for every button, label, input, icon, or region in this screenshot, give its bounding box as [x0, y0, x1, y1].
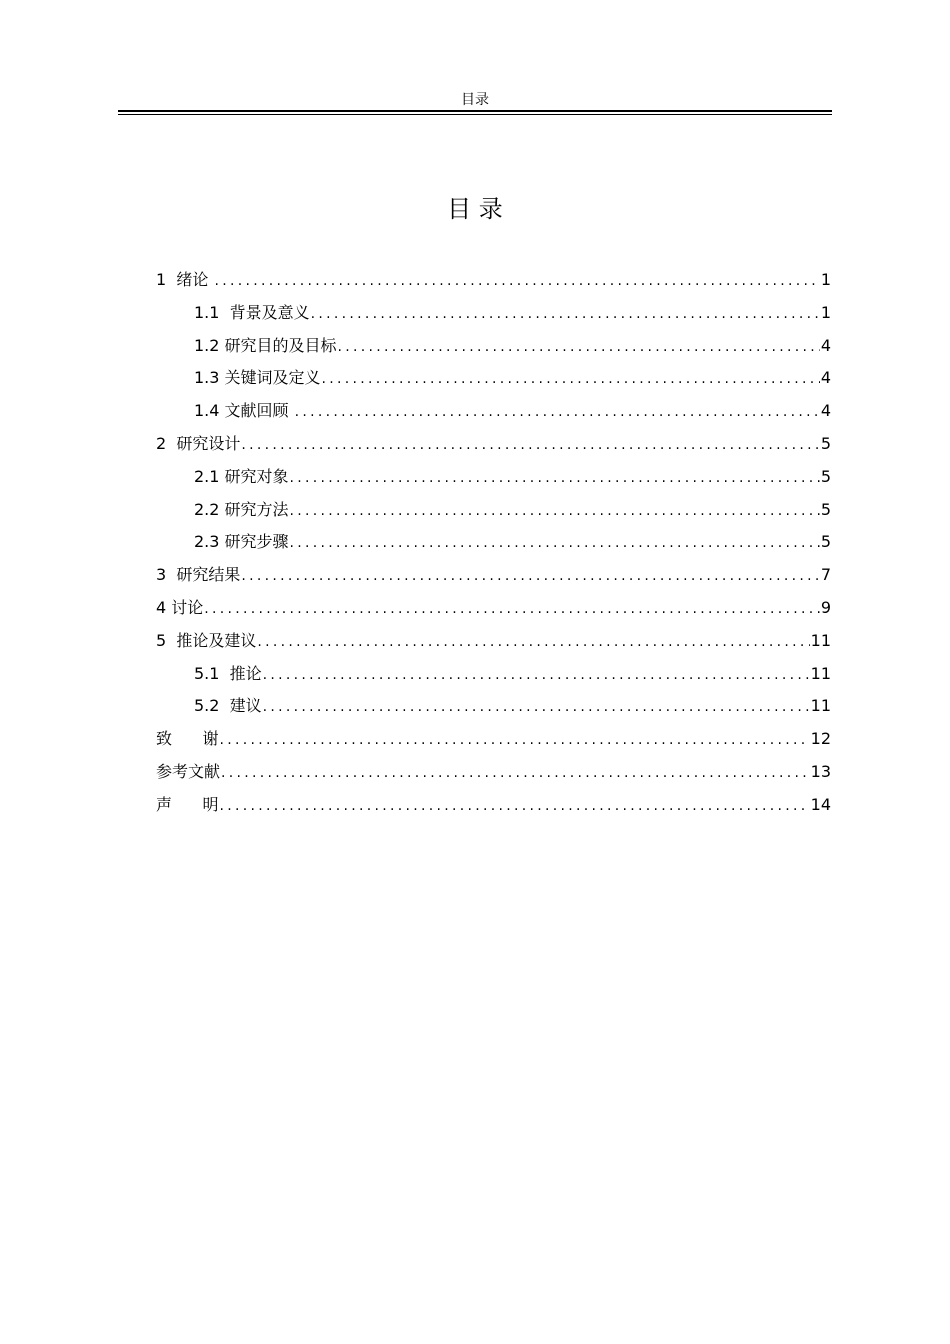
toc-entry[interactable] — [156, 559, 831, 592]
toc-entry[interactable] — [156, 690, 831, 723]
toc-dot-leader — [290, 495, 820, 528]
toc-page-number: 12 — [810, 729, 831, 749]
toc-entry-label: 3 研究结果 — [156, 565, 241, 585]
header-rule-secondary — [118, 114, 832, 115]
toc-title: 目 录 — [447, 195, 503, 223]
toc-entry[interactable] — [156, 526, 831, 559]
toc-page-number: 4 — [820, 401, 831, 421]
toc-dot-leader — [204, 593, 820, 626]
toc-dot-leader — [220, 790, 810, 823]
toc-entry[interactable] — [156, 297, 831, 330]
toc-dot-leader — [214, 265, 819, 298]
toc-page-number: 1 — [820, 270, 831, 289]
toc-page-number: 11 — [810, 696, 831, 716]
table-of-contents — [156, 264, 831, 822]
running-header: 目录 — [461, 92, 489, 108]
toc-dot-leader — [311, 298, 820, 331]
toc-entry[interactable] — [156, 264, 831, 297]
toc-dot-leader — [241, 429, 819, 462]
toc-entry[interactable] — [156, 362, 831, 395]
toc-page-number: 4 — [820, 368, 831, 388]
toc-entry-label: 1.2 研究目的及目标 — [194, 335, 337, 355]
toc-entry-label: 4 讨论 — [156, 597, 204, 617]
toc-entry[interactable] — [156, 395, 831, 428]
toc-entry-label: 参考文献 — [156, 761, 221, 781]
toc-page-number: 1 — [820, 302, 831, 322]
toc-entry[interactable] — [156, 723, 831, 756]
toc-entry-label: 1 绪论 — [156, 270, 214, 289]
toc-page-number: 11 — [810, 630, 831, 650]
toc-entry-label: 1.1 背景及意义 — [194, 302, 310, 322]
toc-entry[interactable] — [156, 494, 831, 527]
toc-entry[interactable] — [156, 330, 831, 363]
toc-entry[interactable] — [156, 756, 831, 789]
toc-dot-leader — [263, 691, 810, 724]
toc-entry[interactable] — [156, 789, 831, 822]
toc-entry-label: 5 推论及建议 — [156, 630, 257, 650]
toc-page-number: 5 — [820, 499, 831, 519]
toc-page-number: 9 — [820, 597, 831, 617]
toc-page-number: 14 — [810, 794, 831, 814]
toc-page-number: 13 — [810, 761, 831, 781]
toc-page-number: 4 — [820, 335, 831, 355]
toc-entry-label: 5.2 建议 — [194, 696, 262, 716]
toc-dot-leader — [221, 757, 810, 790]
toc-page-number: 5 — [820, 532, 831, 552]
toc-entry-label: 2.3 研究步骤 — [194, 532, 289, 552]
toc-entry-label: 2.1 研究对象 — [194, 466, 289, 486]
toc-dot-leader — [295, 396, 820, 429]
toc-entry[interactable] — [156, 592, 831, 625]
toc-entry[interactable] — [156, 658, 831, 691]
toc-dot-leader — [263, 659, 810, 692]
toc-page-number: 11 — [810, 663, 831, 683]
toc-dot-leader — [257, 626, 809, 659]
toc-entry-label: 1.4 文献回顾 — [194, 401, 294, 421]
toc-entry-label: 2 研究设计 — [156, 433, 241, 453]
toc-page-number: 7 — [820, 565, 831, 585]
toc-entry-label: 致 谢 — [156, 729, 219, 749]
toc-entry[interactable] — [156, 625, 831, 658]
header-rule — [118, 110, 832, 112]
toc-dot-leader — [322, 363, 820, 396]
toc-entry-label: 声 明 — [156, 794, 219, 814]
toc-entry[interactable] — [156, 461, 831, 494]
toc-dot-leader — [241, 560, 819, 593]
toc-entry-label: 2.2 研究方法 — [194, 499, 289, 519]
toc-dot-leader — [220, 724, 810, 757]
toc-dot-leader — [290, 527, 820, 560]
toc-entry[interactable] — [156, 428, 831, 461]
toc-entry-label: 1.3 关键词及定义 — [194, 368, 321, 388]
toc-page-number: 5 — [820, 433, 831, 453]
toc-dot-leader — [338, 331, 820, 364]
toc-page-number: 5 — [820, 466, 831, 486]
toc-dot-leader — [290, 462, 820, 495]
toc-entry-label: 5.1 推论 — [194, 663, 262, 683]
